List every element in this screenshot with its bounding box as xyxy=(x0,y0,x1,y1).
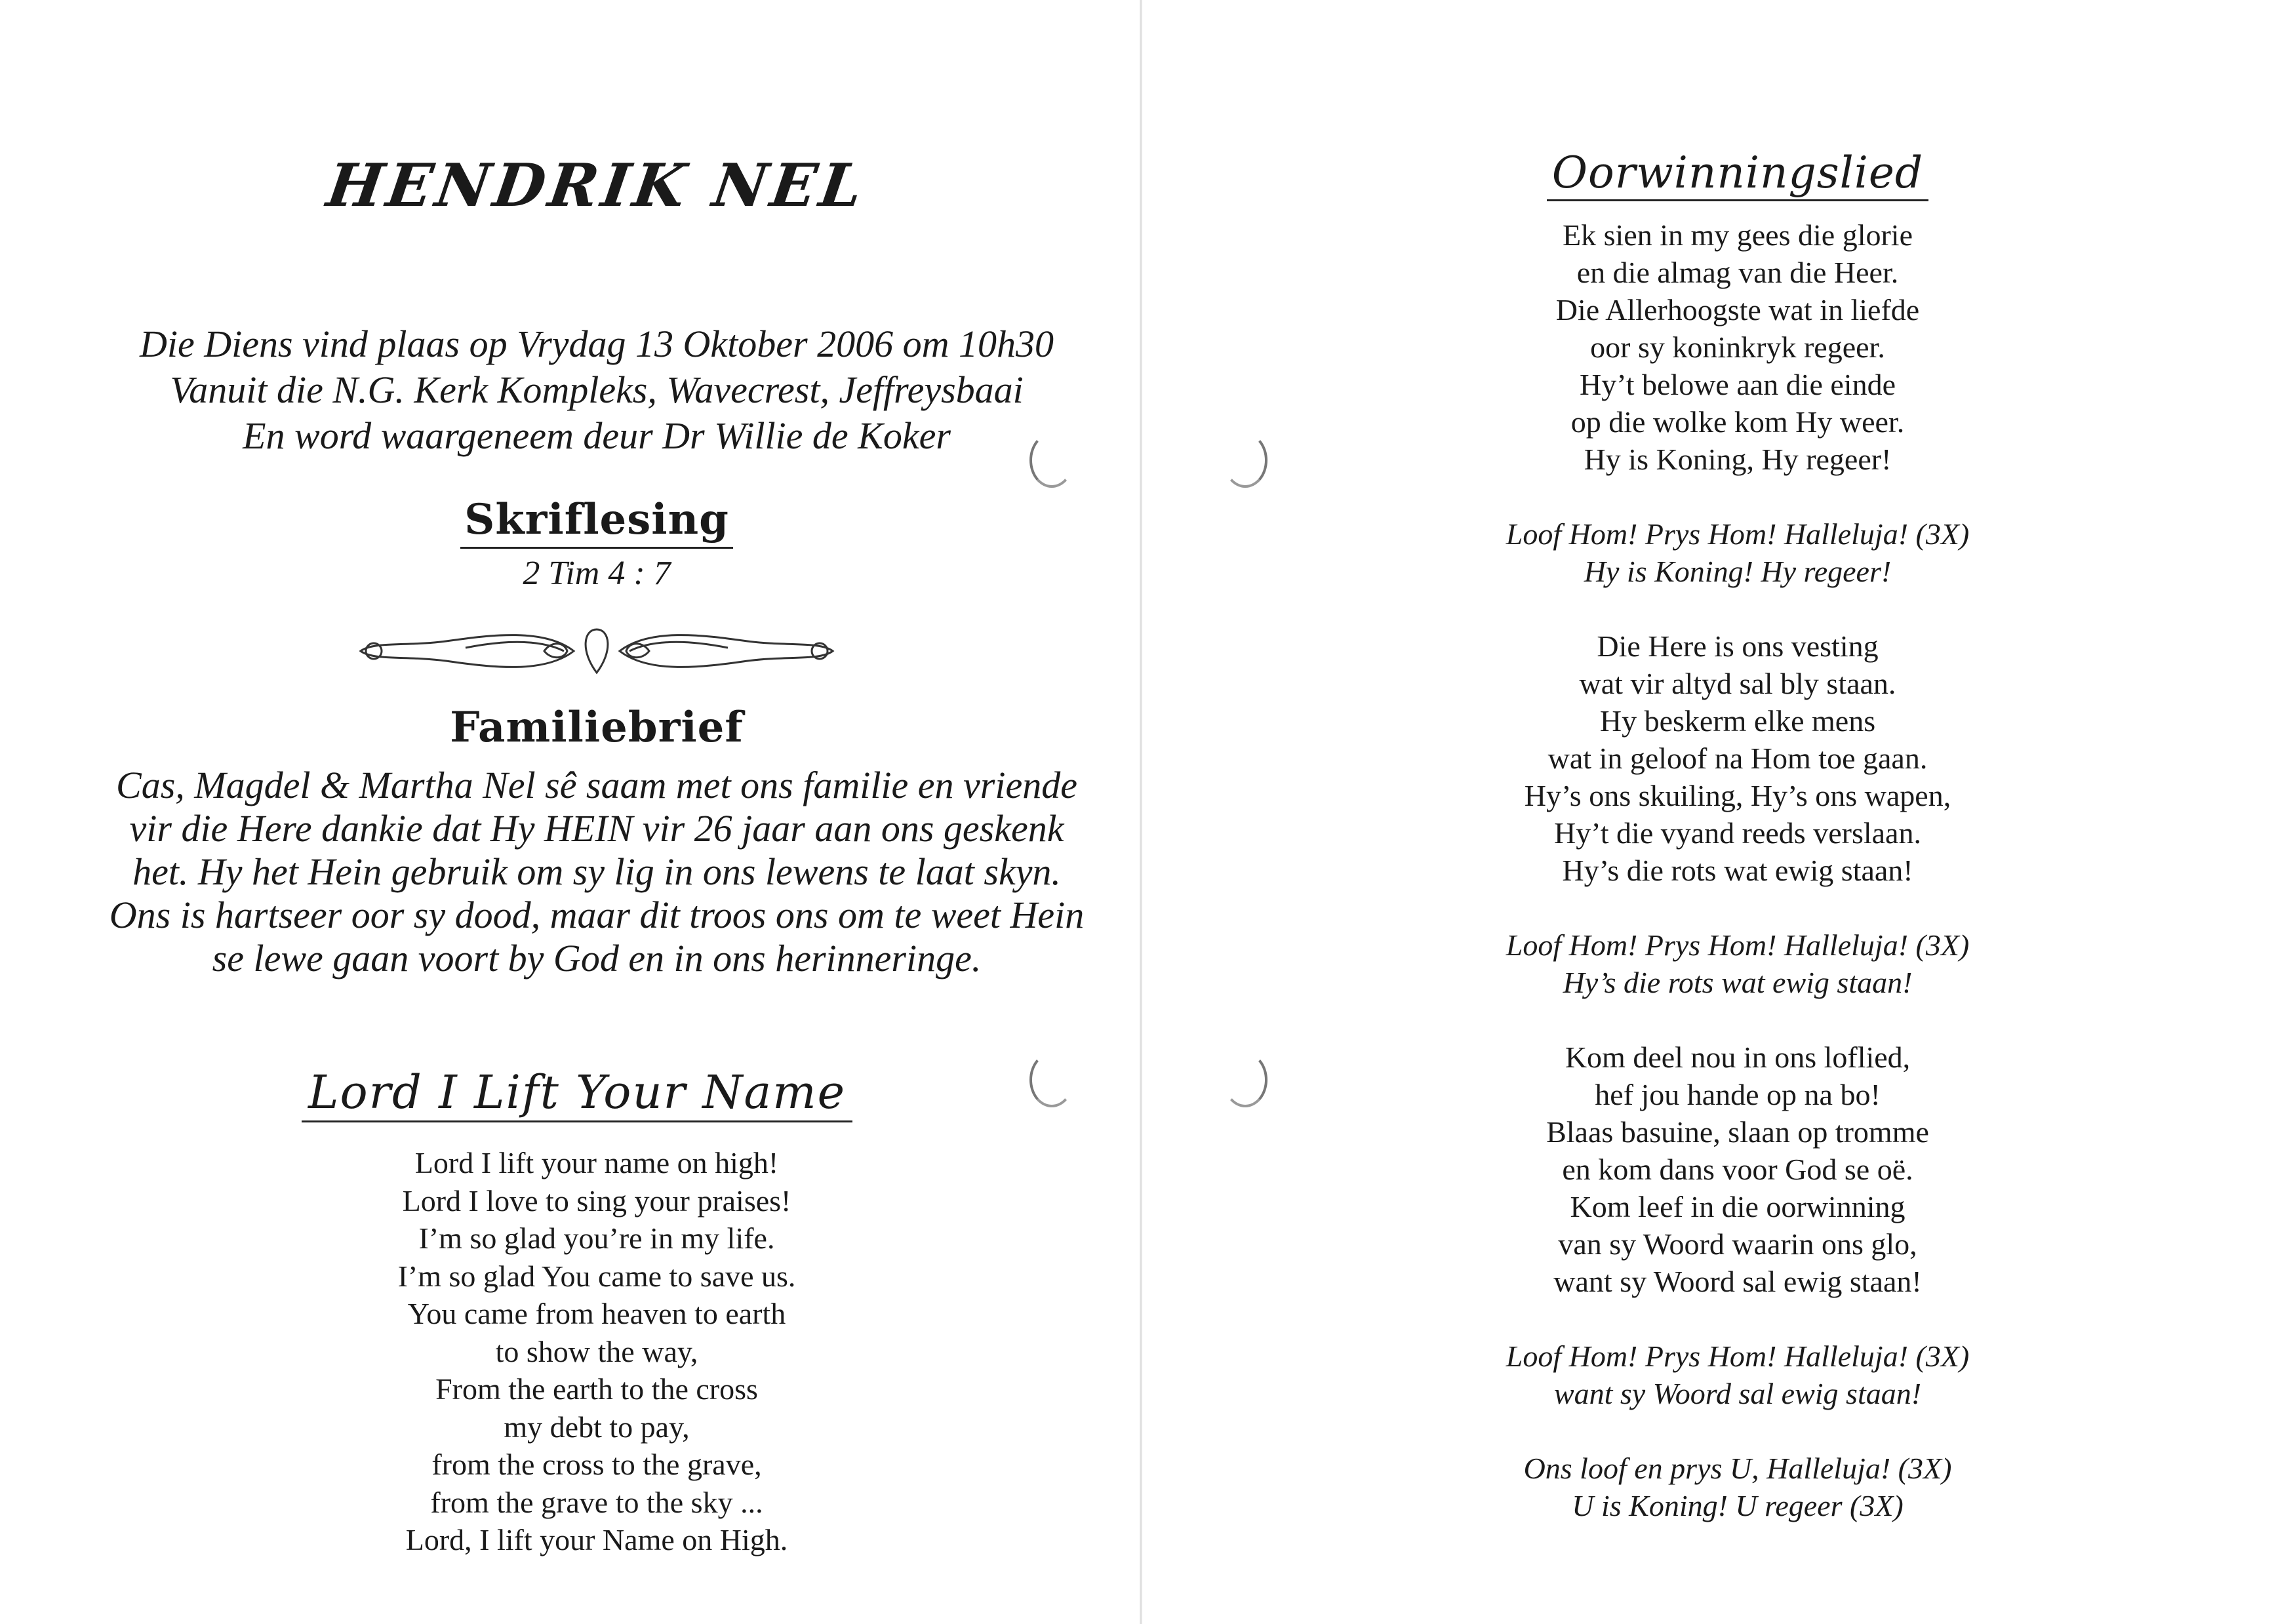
punch-hole-icon xyxy=(1029,1052,1074,1107)
lyric-line: Kom leef in die oorwinning xyxy=(1570,1190,1906,1223)
song-title-lord: Lord I Lift Your Name xyxy=(249,1065,905,1122)
chorus-stanza xyxy=(1410,1337,2066,1412)
chorus-stanza xyxy=(1410,515,2066,590)
closing-stanza xyxy=(1410,1450,2066,1524)
lyric-line: hef jou hande op na bo! xyxy=(1595,1078,1881,1111)
lyric-line: Hy’s die rots wat ewig staan! xyxy=(1563,966,1913,999)
lyric-line: van sy Woord waarin ons glo, xyxy=(1558,1227,1917,1261)
lyric-line: Hy is Koning! Hy regeer! xyxy=(1584,555,1892,588)
song-lyrics-lord xyxy=(282,1144,911,1559)
song-title-oorwinningslied: Oorwinningslied xyxy=(1462,148,2013,201)
lyric-line: Lord, I lift your Name on High. xyxy=(405,1523,788,1556)
lyric-line: Lord I lift your name on high! xyxy=(414,1146,779,1179)
verse-stanza xyxy=(1410,216,2066,478)
punch-hole-icon xyxy=(1223,1052,1267,1107)
letter-line: se lewe gaan voort by God en in ons herinneringe. xyxy=(212,937,982,980)
chorus-stanza xyxy=(1410,926,2066,1001)
lyric-line: Die Allerhoogste wat in liefde xyxy=(1555,293,1920,327)
letter-line: vir die Here dankie dat Hy HEIN vir 26 jaar aan ons geskenk xyxy=(129,807,1064,850)
lyric-line: want sy Woord sal ewig staan! xyxy=(1553,1265,1922,1298)
lyric-line: From the earth to the cross xyxy=(435,1372,758,1406)
service-line: En word waargeneem deur Dr Willie de Koker xyxy=(243,414,951,457)
lyric-line: Ek sien in my gees die glorie xyxy=(1563,218,1913,252)
scripture-heading: Skriflesing xyxy=(92,495,1102,549)
lyric-line: U is Koning! U regeer (3X) xyxy=(1572,1489,1904,1522)
lyric-line: I’m so glad You came to save us. xyxy=(397,1259,796,1293)
lyric-line: You came from heaven to earth xyxy=(407,1297,786,1330)
lyric-line: I’m so glad you’re in my life. xyxy=(418,1221,775,1255)
lyric-line: Die Here is ons vesting xyxy=(1597,629,1879,663)
lyric-line: want sy Woord sal ewig staan! xyxy=(1553,1377,1922,1410)
verse-stanza xyxy=(1410,627,2066,889)
lyric-line: from the grave to the sky ... xyxy=(430,1485,763,1519)
service-details xyxy=(92,321,1102,459)
punch-hole-icon xyxy=(1223,433,1267,488)
scripture-reference: 2 Tim 4 : 7 xyxy=(523,555,671,592)
lyric-line: oor sy koninkryk regeer. xyxy=(1590,330,1885,364)
lyric-line: op die wolke kom Hy weer. xyxy=(1570,405,1905,439)
family-letter xyxy=(72,764,1121,980)
lyric-line: Loof Hom! Prys Hom! Halleluja! (3X) xyxy=(1506,1339,1970,1373)
lyric-line: Hy’s die rots wat ewig staan! xyxy=(1562,854,1913,887)
lyric-line: en kom dans voor God se oë. xyxy=(1562,1153,1913,1186)
letter-line: Ons is hartseer oor sy dood, maar dit troos ons om te weet Hein xyxy=(109,894,1085,936)
lyric-line: Ons loof en prys U, Halleluja! (3X) xyxy=(1523,1452,1952,1485)
deceased-name: HENDRIK NEL xyxy=(323,151,871,220)
lyric-line: Loof Hom! Prys Hom! Halleluja! (3X) xyxy=(1506,928,1970,962)
lyric-line: Hy is Koning, Hy regeer! xyxy=(1584,443,1892,476)
lyric-line: Loof Hom! Prys Hom! Halleluja! (3X) xyxy=(1506,517,1970,551)
lyric-line: Blaas basuine, slaan op tromme xyxy=(1546,1115,1929,1149)
letter-line: Cas, Magdel & Martha Nel sê saam met ons familie en vriende xyxy=(116,764,1077,806)
family-letter-heading: Familiebrief xyxy=(450,703,744,752)
lyric-line: wat vir altyd sal bly staan. xyxy=(1579,667,1896,700)
service-line: Vanuit die N.G. Kerk Kompleks, Wavecrest, Jeffreysbaai xyxy=(170,368,1024,411)
lyric-line: Hy’t die vyand reeds verslaan. xyxy=(1554,816,1921,850)
lyric-line: wat in geloof na Hom toe gaan. xyxy=(1547,742,1928,775)
lyric-line: to show the way, xyxy=(495,1334,698,1368)
song-lyrics-oorwinningslied xyxy=(1410,216,2066,1562)
lyric-line: Hy’s ons skuiling, Hy’s ons wapen, xyxy=(1524,779,1951,812)
lyric-line: Hy’t belowe aan die einde xyxy=(1580,368,1896,401)
page-fold xyxy=(1140,0,1142,1624)
service-line: Die Diens vind plaas op Vrydag 13 Oktober 2006 om 10h30 xyxy=(140,323,1054,365)
lyric-line: my debt to pay, xyxy=(504,1410,690,1444)
scroll-ornament-icon xyxy=(348,622,846,681)
lyric-line: Lord I love to sing your praises! xyxy=(402,1183,791,1218)
lyric-line: Hy beskerm elke mens xyxy=(1599,704,1876,738)
letter-line: het. Hy het Hein gebruik om sy lig in ons lewens te laat skyn. xyxy=(132,850,1061,893)
lyric-line: Kom deel nou in ons loflied, xyxy=(1565,1040,1911,1074)
verse-stanza xyxy=(1410,1039,2066,1300)
lyric-line: en die almag van die Heer. xyxy=(1576,256,1899,289)
lyric-line: from the cross to the grave, xyxy=(431,1448,762,1481)
